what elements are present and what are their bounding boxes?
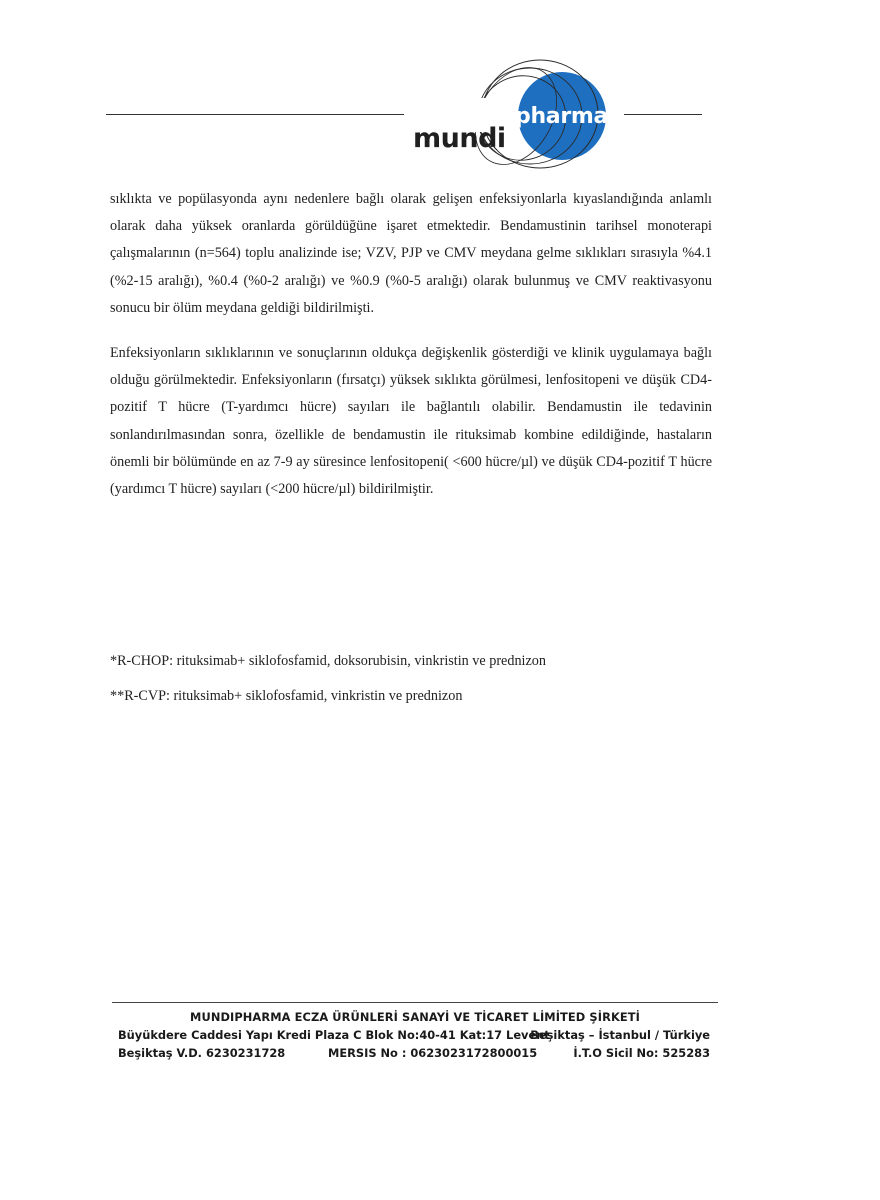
- company-footer: [112, 1008, 718, 1062]
- footer-city: Beşiktaş – İstanbul / Türkiye: [530, 1028, 710, 1042]
- header-rule-left: [106, 114, 404, 115]
- logo-text-mundi: mundi: [413, 123, 506, 154]
- footnote-r-chop: *R-CHOP: rituksimab+ siklofosfamid, doksorubisin, vinkristin ve prednizon: [110, 653, 546, 669]
- footer-ito: İ.T.O Sicil No: 525283: [573, 1046, 710, 1060]
- footer-address-row: [112, 1026, 718, 1044]
- footer-company-name: MUNDIPHARMA ECZA ÜRÜNLERİ SANAYİ VE TİCARET LİMİTED ŞİRKETİ: [190, 1010, 640, 1024]
- footer-address: Büyükdere Caddesi Yapı Kredi Plaza C Blok No:40-41 Kat:17 Levent: [118, 1028, 550, 1042]
- mundipharma-logo: [412, 58, 620, 174]
- footer-registry-row: [112, 1044, 718, 1062]
- footer-mersis: MERSIS No : 0623023172800015: [328, 1046, 538, 1060]
- footnote-r-cvp: **R-CVP: rituksimab+ siklofosfamid, vinkristin ve prednizon: [110, 688, 463, 704]
- header-rule-right: [624, 114, 702, 115]
- footnotes: [110, 651, 710, 721]
- paragraph-1: sıklıkta ve popülasyonda aynı nedenlere bağlı olarak gelişen enfeksiyonlarla kıyaslandığında anlamlı olarak daha yüksek oranlarda görüldüğüne işaret etmektedir. Bendamustinin tarihsel monoterapi çalışmalarının (n=564) toplu analizinde ise; VZV, PJP ve CMV meydana gelme sıklıkları sırasıyla %4.1 (%2-15 aralığı), %0.4 (%0-2 aralığı) ve %0.9 (%0-5 aralığı) olarak bulunmuş ve CMV reaktivasyonu sonucu bir ölüm meydana geldiği bildirilmişti.: [110, 191, 712, 316]
- footer-tax-office: Beşiktaş V.D. 6230231728: [118, 1046, 286, 1060]
- footer-rule: [112, 1002, 718, 1003]
- body-text: [110, 186, 712, 521]
- paragraph-2: Enfeksiyonların sıklıklarının ve sonuçlarının oldukça değişkenlik gösterdiği ve klinik uygulamaya bağlı olduğu görülmektedir. Enfeksiyonların (fırsatçı) yüksek sıklıkta görülmesi, lenfositopeni ve düşük CD4-pozitif T hücre (T-yardımcı hücre) sayıları ile bağlantılı olabilir. Bendamustin ile tedavinin sonlandırılmasından sonra, özellikle de bendamustin ile rituksimab kombine edildiğinde, hastaların önemli bir bölümünde en az 7-9 ay süresince lenfositopeni( <600 hücre/µl) ve düşük CD4-pozitif T hücre (yardımcı T hücre) sayıları (<200 hücre/µl) bildirilmiştir.: [110, 345, 712, 498]
- logo-text-pharma: pharma: [515, 104, 609, 129]
